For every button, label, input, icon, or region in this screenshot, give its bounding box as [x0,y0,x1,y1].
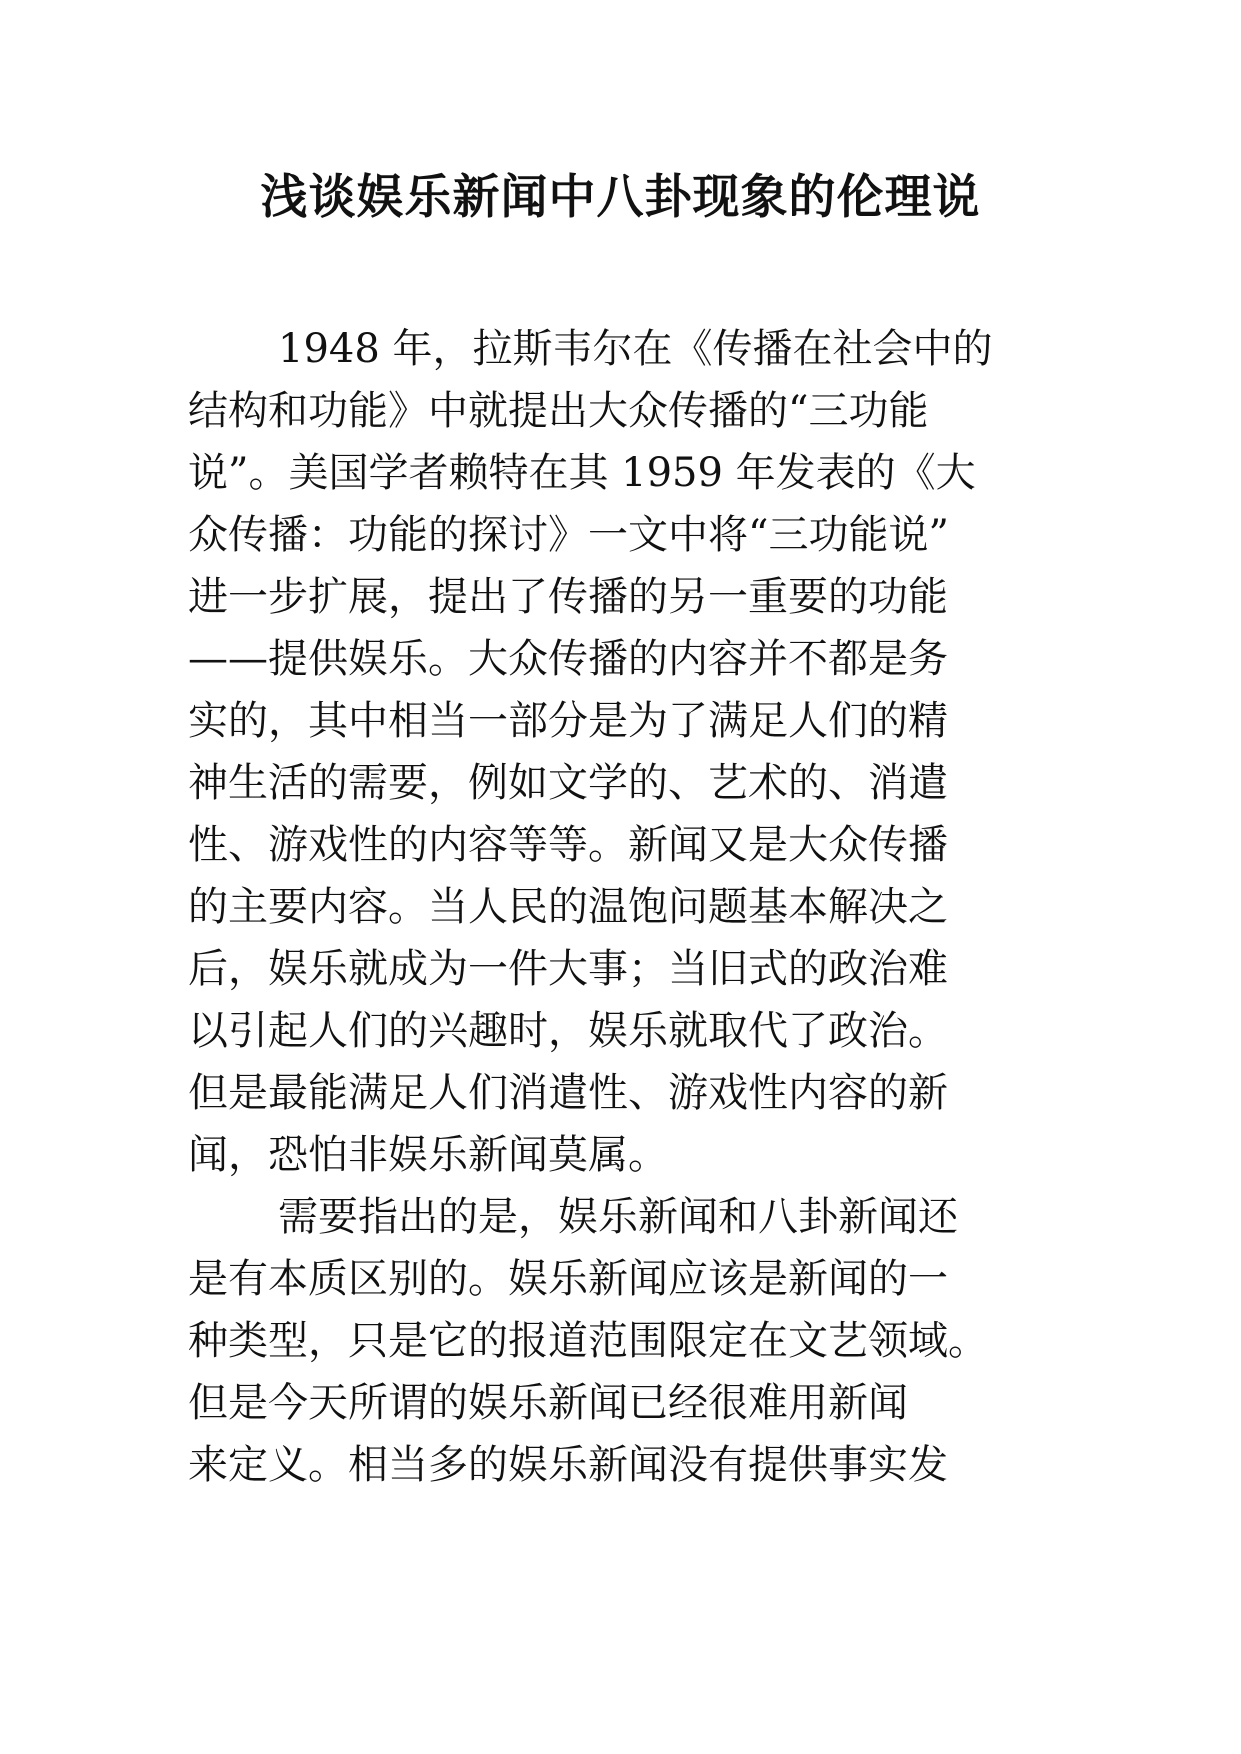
paragraph-1-line-1: 1948 年，拉斯韦尔在《传播在社会中的 [278,326,993,372]
paragraph-1-line-5: 进一步扩展，提出了传播的另一重要的功能 [188,574,948,620]
paragraph-1-line-12: 以引起人们的兴趣时，娱乐就取代了政治。 [188,1008,948,1054]
paragraph-1-line-3: 说”。美国学者赖特在其 1959 年发表的《大 [188,450,976,496]
paragraph-1-line-13: 但是最能满足人们消遣性、游戏性内容的新 [188,1070,948,1116]
document-title: 浅谈娱乐新闻中八卦现象的伦理说 [260,170,981,225]
paragraph-2-line-2: 是有本质区别的。娱乐新闻应该是新闻的一 [188,1256,948,1302]
paragraph-1-line-8: 神生活的需要，例如文学的、艺术的、消遣 [188,760,948,806]
paragraph-2-line-3: 种类型，只是它的报道范围限定在文艺领域。 [188,1318,988,1364]
paragraph-1-line-6: ——提供娱乐。大众传播的内容并不都是务 [188,636,948,682]
paragraph-1-line-10: 的主要内容。当人民的温饱问题基本解决之 [188,884,948,930]
paragraph-1-line-11: 后，娱乐就成为一件大事；当旧式的政治难 [188,946,948,992]
paragraph-1-line-4: 众传播：功能的探讨》一文中将“三功能说” [188,512,949,558]
paragraph-1-line-14: 闻，恐怕非娱乐新闻莫属。 [188,1132,668,1178]
paragraph-1-line-7: 实的，其中相当一部分是为了满足人们的精 [188,698,948,744]
paragraph-1-line-2: 结构和功能》中就提出大众传播的“三功能 [188,388,929,434]
paragraph-2-line-1: 需要指出的是，娱乐新闻和八卦新闻还 [278,1194,958,1240]
paragraph-2-line-5: 来定义。相当多的娱乐新闻没有提供事实发 [188,1442,948,1488]
paragraph-2-line-4: 但是今天所谓的娱乐新闻已经很难用新闻 [188,1380,908,1426]
paragraph-1-line-9: 性、游戏性的内容等等。新闻又是大众传播 [188,822,948,868]
document-body [188,318,1088,1496]
